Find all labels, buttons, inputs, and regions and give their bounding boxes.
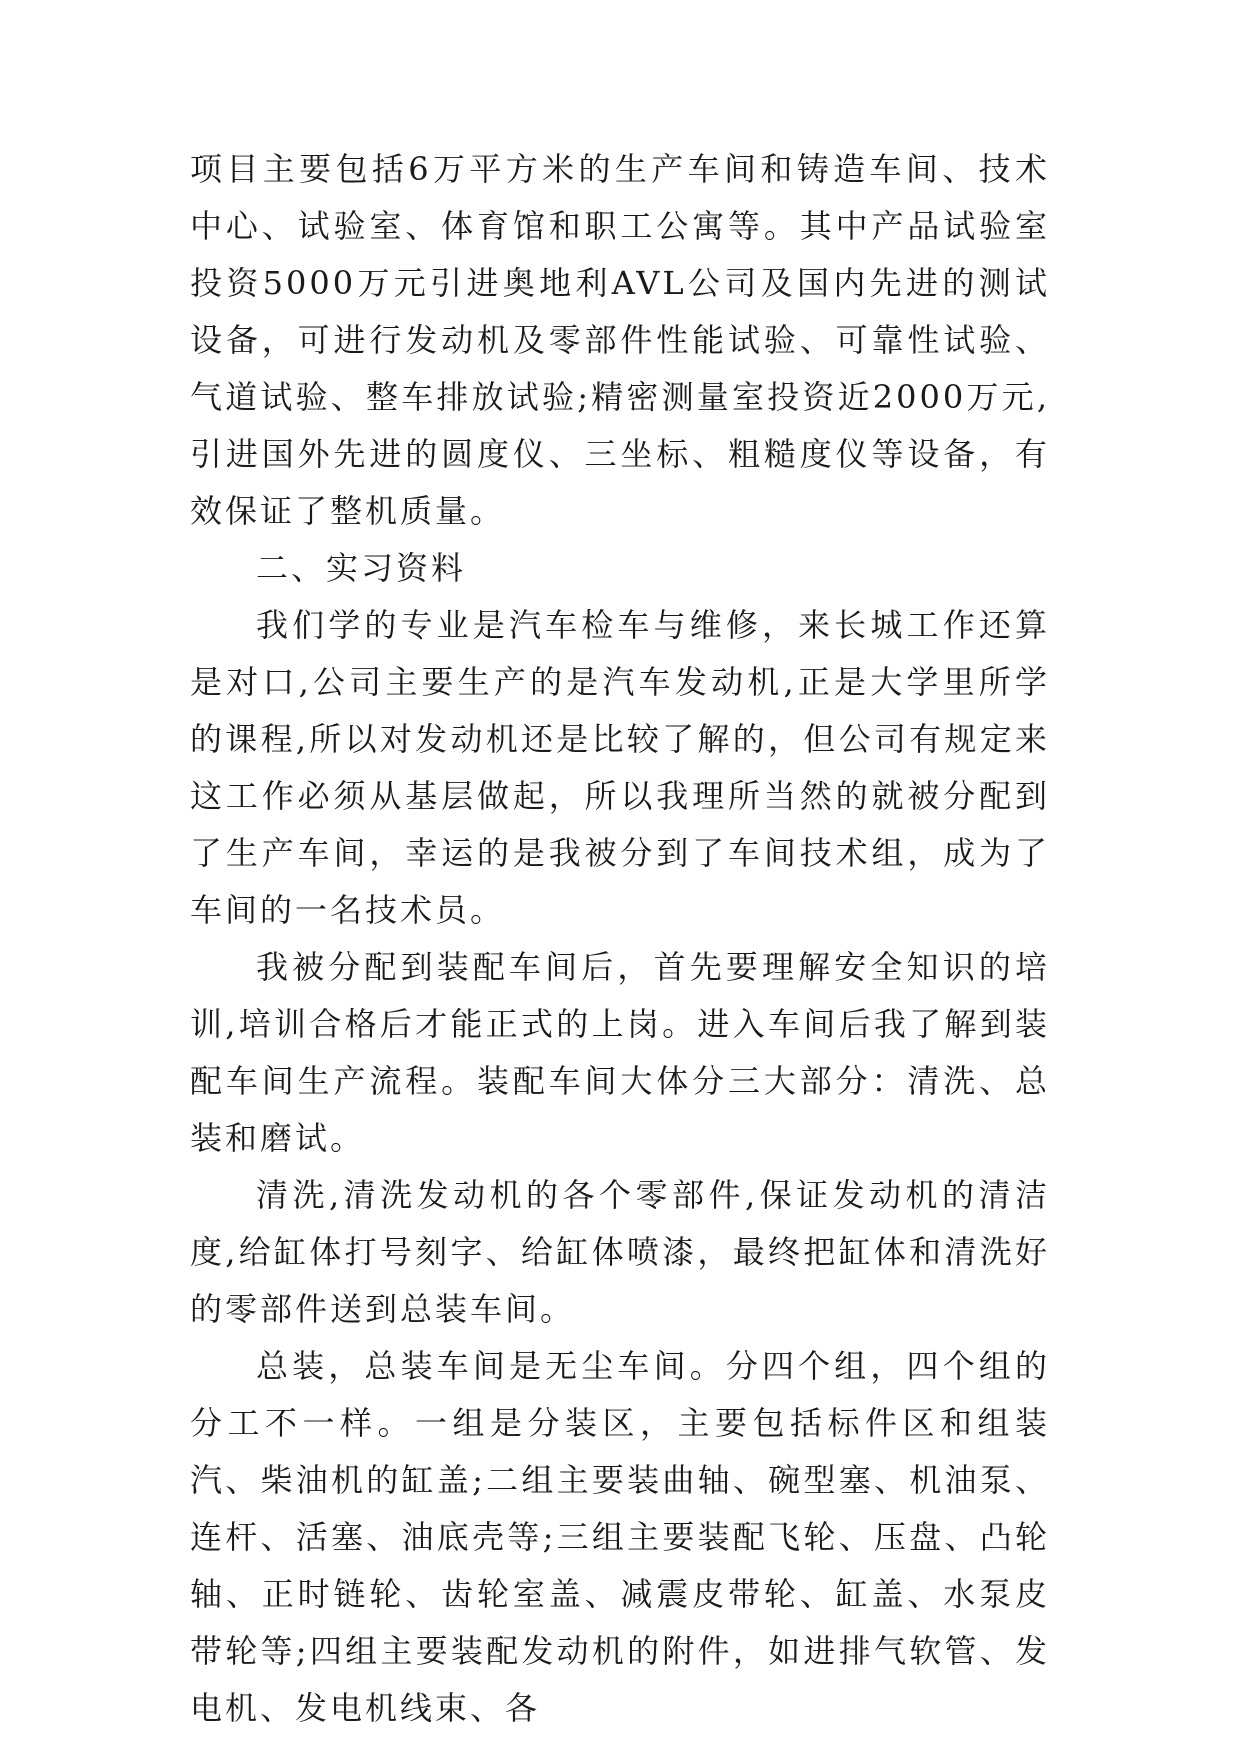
paragraph-assembly-workshop: 我被分配到装配车间后，首先要理解安全知识的培训,培训合格后才能正式的上岗。进入车间后我了解到装配车间生产流程。装配车间大体分三大部分：清洗、总装和磨试。: [190, 948, 1050, 1157]
paragraph-major-and-assignment: 我们学的专业是汽车检车与维修，来长城工作还算是对口,公司主要生产的是汽车发动机,正是大学里所学的课程,所以对发动机还是比较了解的，但公司有规定来这工作必须从基层做起，所以我理所当然的就被分配到了生产车间，幸运的是我被分到了车间技术组，成为了车间的一名技术员。: [190, 606, 1050, 929]
paragraph-final-assembly: 总装，总装车间是无尘车间。分四个组，四个组的分工不一样。一组是分装区，主要包括标件区和组装汽、柴油机的缸盖;二组主要装曲轴、碗型塞、机油泵、连杆、活塞、油底壳等;三组主要装配飞轮、压盘、凸轮轴、正时链轮、齿轮室盖、减震皮带轮、缸盖、水泵皮带轮等;四组主要装配发动机的附件，如进排气软管、发电机、发电机线束、各: [190, 1347, 1050, 1727]
paragraph-project-overview: 项目主要包括6万平方米的生产车间和铸造车间、技术中心、试验室、体育馆和职工公寓等。其中产品试验室投资5000万元引进奥地利AVL公司及国内先进的测试设备，可进行发动机及零部件性能试验、可靠性试验、气道试验、整车排放试验;精密测量室投资近2000万元,引进国外先进的圆度仪、三坐标、粗糙度仪等设备，有效保证了整机质量。: [190, 150, 1050, 530]
section-heading-internship-materials: 二、实习资料: [256, 549, 467, 587]
document-body: [190, 141, 1050, 1737]
paragraph-cleaning: 清洗,清洗发动机的各个零部件,保证发动机的清洁度,给缸体打号刻字、给缸体喷漆，最终把缸体和清洗好的零部件送到总装车间。: [190, 1176, 1050, 1328]
